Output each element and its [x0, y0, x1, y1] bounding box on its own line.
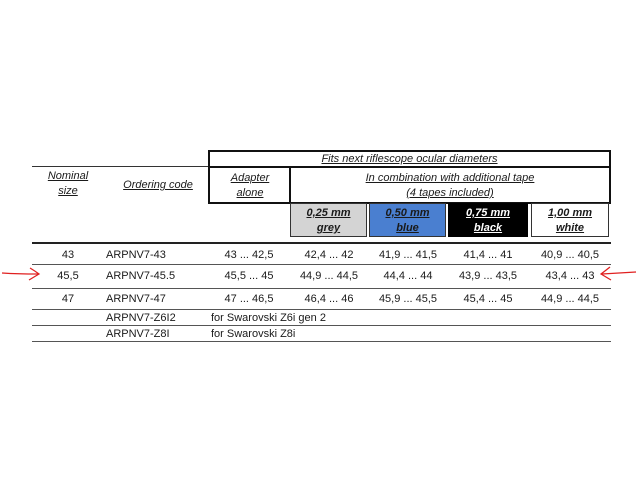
row-code: ARPNV7-43 — [106, 249, 166, 261]
row-tape-blue: 41,9 ... 41,5 — [378, 249, 438, 261]
row-tape-grey: 46,4 ... 46 — [304, 293, 354, 305]
row-nominal: 45,5 — [57, 270, 79, 282]
row-tape-white: 43,4 ... 43 — [545, 270, 595, 282]
row-rule-4 — [32, 325, 611, 326]
header-bottom-rule — [32, 242, 611, 244]
nominal-size-header-line2: size — [58, 185, 78, 197]
row-adapter: 47 ... 46,5 — [224, 293, 274, 305]
tape-white-box — [531, 203, 609, 237]
tape-blue-size: 0,50 mm — [385, 207, 430, 219]
header-top-line-left — [32, 166, 208, 167]
row-code: ARPNV7-Z8I — [106, 328, 170, 340]
tape-black-name: black — [473, 222, 503, 234]
row-tape-black: 45,4 ... 45 — [463, 293, 513, 305]
row-rule-2 — [32, 288, 611, 289]
nominal-size-header-line1: Nominal — [47, 170, 89, 182]
row-tape-grey: 42,4 ... 42 — [304, 249, 354, 261]
row-adapter: 45,5 ... 45 — [224, 270, 274, 282]
row-nominal: 47 — [61, 293, 75, 305]
tape-blue-box — [369, 203, 446, 237]
row-tape-white: 40,9 ... 40,5 — [540, 249, 600, 261]
row-rule-3 — [32, 309, 611, 310]
tape-white-size: 1,00 mm — [547, 207, 593, 219]
tape-grey-box — [290, 203, 367, 237]
adapter-header-line2: alone — [236, 187, 264, 199]
row-note: for Swarovski Z8i — [211, 328, 296, 340]
row-rule-5 — [32, 341, 611, 342]
tape-white-name: white — [555, 222, 585, 234]
tape-black-box — [448, 203, 528, 237]
tape-blue-name: blue — [396, 222, 419, 234]
row-code: ARPNV7-47 — [106, 293, 166, 305]
row-adapter: 43 ... 42,5 — [224, 249, 274, 261]
row-tape-white: 44,9 ... 44,5 — [540, 293, 600, 305]
tape-black-size: 0,75 mm — [465, 207, 511, 219]
row-code: ARPNV7-45.5 — [106, 270, 176, 282]
combo-header-line2: (4 tapes included) — [406, 187, 494, 199]
left-arrow-icon — [0, 262, 42, 284]
row-tape-blue: 45,9 ... 45,5 — [378, 293, 438, 305]
combo-header — [289, 166, 611, 204]
tape-grey-name: grey — [316, 222, 341, 234]
ordering-code-header: Ordering code — [123, 179, 193, 191]
row-nominal: 43 — [61, 249, 75, 261]
row-tape-black: 41,4 ... 41 — [463, 249, 513, 261]
row-tape-blue: 44,4 ... 44 — [383, 270, 433, 282]
row-note: for Swarovski Z6i gen 2 — [211, 312, 326, 324]
group-header-label: Fits next riflescope ocular diameters — [321, 153, 498, 165]
row-rule-1 — [32, 264, 611, 265]
row-tape-grey: 44,9 ... 44,5 — [299, 270, 359, 282]
adapter-header-line1: Adapter — [230, 172, 270, 184]
row-tape-black: 43,9 ... 43,5 — [458, 270, 518, 282]
combo-header-line1: In combination with additional tape — [365, 172, 535, 184]
adapter-header — [208, 166, 290, 204]
row-code: ARPNV7-Z6I2 — [106, 312, 176, 324]
right-arrow-icon — [598, 262, 638, 284]
tape-grey-size: 0,25 mm — [306, 207, 351, 219]
